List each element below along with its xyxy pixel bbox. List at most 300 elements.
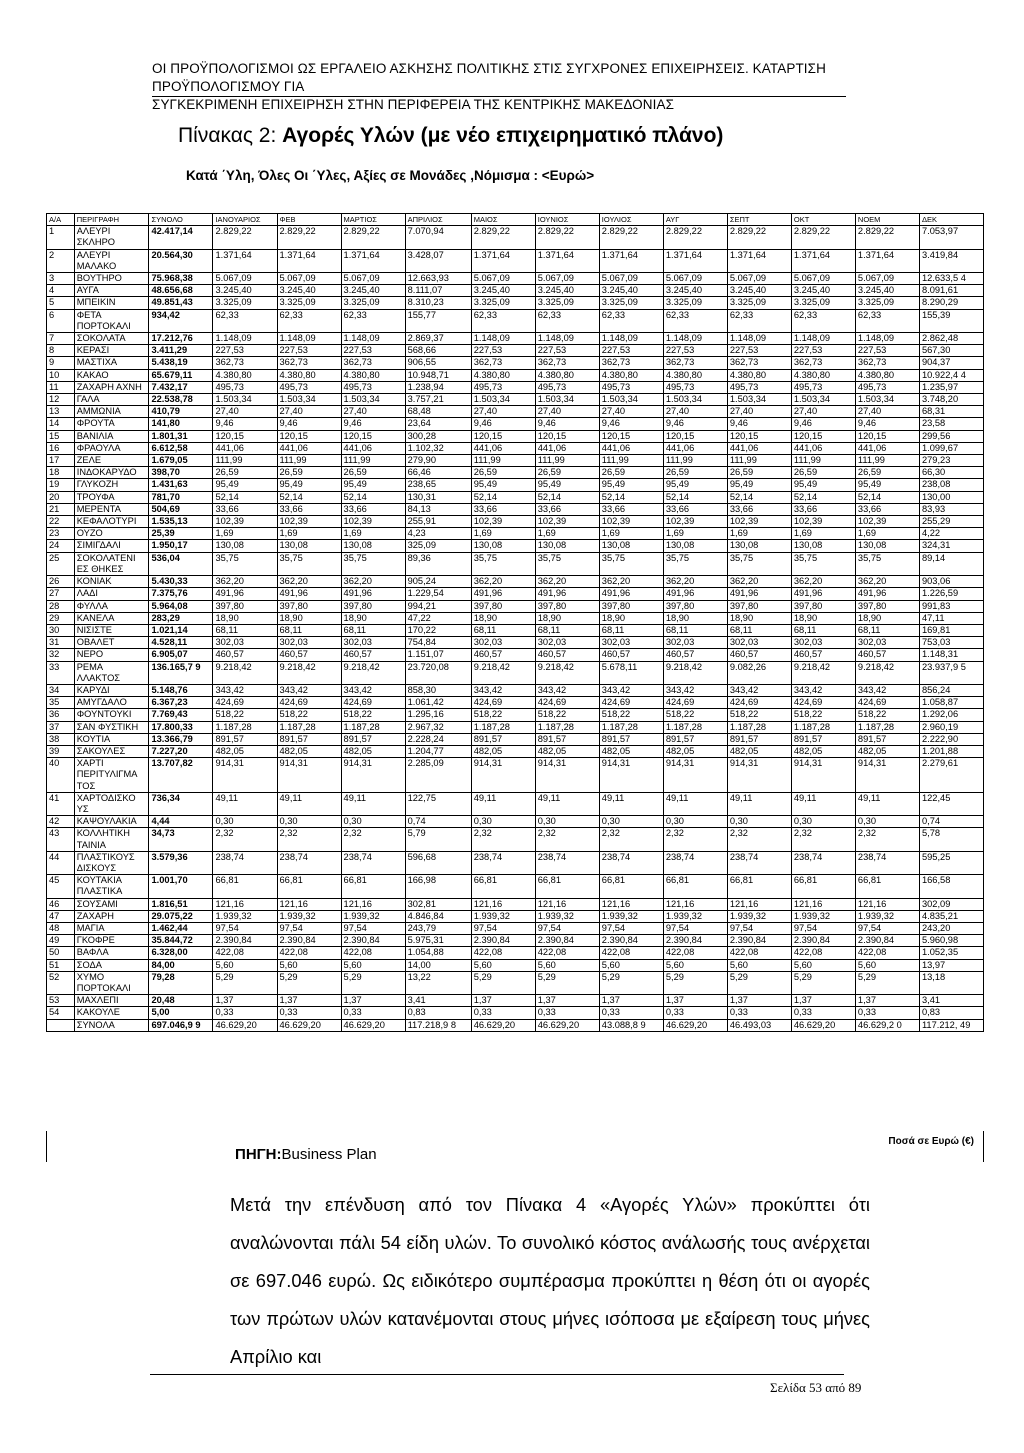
month-value-cell: 238,74 bbox=[855, 851, 919, 874]
month-value-cell: 2.390,84 bbox=[341, 935, 405, 947]
table-row bbox=[47, 792, 984, 815]
month-value-cell: 0,30 bbox=[855, 816, 919, 828]
running-header-line1: ΟΙ ΠΡΟΫΠΟΛΟΓΙΣΜΟΙ ΩΣ ΕΡΓΑΛΕΙΟ ΑΣΚΗΣΗΣ ΠΟΛΙΤΙΚΗΣ ΣΤΙΣ ΣΥΓΧΡΟΝΕΣ ΕΠΙΧΕΙΡΗΣΕΙΣ. ΚΑΤΑΡΤΙΣΗ ΠΡΟΫΠΟΛΟΓΙΣΜΟΥ ΓΙΑ bbox=[152, 61, 826, 94]
description-cell: ΑΜΜΩΝΙΑ bbox=[74, 406, 149, 418]
month-value-cell: 1.058,87 bbox=[919, 697, 983, 709]
column-header: ΣΥΝΟΛΟ bbox=[149, 214, 213, 226]
month-value-cell: 255,91 bbox=[405, 516, 471, 528]
month-value-cell: 102,39 bbox=[663, 516, 727, 528]
month-value-cell: 68,11 bbox=[599, 624, 663, 636]
month-value-cell: 33,66 bbox=[277, 503, 341, 515]
table-row bbox=[47, 721, 984, 733]
month-value-cell: 130,08 bbox=[663, 540, 727, 552]
month-value-cell: 4.380,80 bbox=[213, 369, 277, 381]
month-value-cell: 460,57 bbox=[663, 649, 727, 661]
month-value-cell: 33,66 bbox=[213, 503, 277, 515]
table-row bbox=[47, 285, 984, 297]
month-value-cell: 2.390,84 bbox=[535, 935, 599, 947]
month-value-cell: 238,74 bbox=[727, 851, 791, 874]
month-value-cell: 362,20 bbox=[277, 576, 341, 588]
month-value-cell: 5,60 bbox=[535, 959, 599, 971]
month-value-cell: 2.390,84 bbox=[855, 935, 919, 947]
month-value-cell: 362,20 bbox=[663, 576, 727, 588]
month-value-cell: 1.148,09 bbox=[791, 333, 855, 345]
month-value-cell: 155,39 bbox=[919, 309, 983, 332]
month-value-cell: 7.070,94 bbox=[405, 226, 471, 249]
month-value-cell: 0,33 bbox=[727, 1007, 791, 1019]
month-value-cell: 495,73 bbox=[791, 381, 855, 393]
month-value-cell: 8.091,61 bbox=[919, 285, 983, 297]
month-value-cell: 482,05 bbox=[599, 745, 663, 757]
month-value-cell: 46.629,20 bbox=[213, 1019, 277, 1031]
month-value-cell: 111,99 bbox=[599, 455, 663, 467]
month-value-cell: 49,11 bbox=[599, 792, 663, 815]
month-value-cell: 491,96 bbox=[535, 588, 599, 600]
month-value-cell: 491,96 bbox=[855, 588, 919, 600]
month-value-cell: 120,15 bbox=[277, 430, 341, 442]
month-value-cell: 518,22 bbox=[213, 709, 277, 721]
month-value-cell: 35,75 bbox=[341, 552, 405, 575]
month-value-cell: 5.678,11 bbox=[599, 661, 663, 684]
month-value-cell: 2.862,48 bbox=[919, 333, 983, 345]
month-value-cell: 3.245,40 bbox=[535, 285, 599, 297]
source-label: ΠΗΓΗ: bbox=[235, 1146, 282, 1163]
month-value-cell: 52,14 bbox=[727, 491, 791, 503]
month-value-cell: 62,33 bbox=[535, 309, 599, 332]
month-value-cell: 62,33 bbox=[855, 309, 919, 332]
total-cell: 75.968,38 bbox=[149, 273, 213, 285]
month-value-cell: 121,16 bbox=[727, 898, 791, 910]
month-value-cell: 4.380,80 bbox=[599, 369, 663, 381]
month-value-cell: 49,11 bbox=[727, 792, 791, 815]
month-value-cell: 27,40 bbox=[599, 406, 663, 418]
month-value-cell: 120,15 bbox=[599, 430, 663, 442]
row-index-cell: 28 bbox=[47, 600, 75, 612]
month-value-cell: 12.633,5 4 bbox=[919, 273, 983, 285]
month-value-cell: 460,57 bbox=[791, 649, 855, 661]
column-header: Α/Α bbox=[47, 214, 75, 226]
month-value-cell: 362,73 bbox=[341, 357, 405, 369]
month-value-cell: 122,75 bbox=[405, 792, 471, 815]
month-value-cell: 62,33 bbox=[471, 309, 535, 332]
month-value-cell: 2.390,84 bbox=[791, 935, 855, 947]
month-value-cell: 4.380,80 bbox=[855, 369, 919, 381]
month-value-cell: 0,33 bbox=[599, 1007, 663, 1019]
row-index-cell: 34 bbox=[47, 684, 75, 696]
row-index-cell: 39 bbox=[47, 745, 75, 757]
row-index-cell: 44 bbox=[47, 851, 75, 874]
month-value-cell: 518,22 bbox=[727, 709, 791, 721]
row-index-cell: 25 bbox=[47, 552, 75, 575]
description-cell: ΓΛΥΚΟΖΗ bbox=[74, 479, 149, 491]
total-cell: 25,39 bbox=[149, 528, 213, 540]
month-value-cell: 460,57 bbox=[471, 649, 535, 661]
description-cell: ΚΑΨΟΥΛΑΚΙΑ bbox=[74, 816, 149, 828]
month-value-cell: 227,53 bbox=[727, 345, 791, 357]
month-value-cell: 23,64 bbox=[405, 418, 471, 430]
month-value-cell: 424,69 bbox=[727, 697, 791, 709]
month-value-cell: 397,80 bbox=[341, 600, 405, 612]
month-value-cell: 891,57 bbox=[471, 733, 535, 745]
description-cell: ΚΕΦΑΛΟΤΥΡΙ bbox=[74, 516, 149, 528]
month-value-cell: 1.939,32 bbox=[213, 910, 277, 922]
total-cell: 7.432,17 bbox=[149, 381, 213, 393]
month-value-cell: 2,32 bbox=[535, 828, 599, 851]
month-value-cell: 97,54 bbox=[855, 922, 919, 934]
month-value-cell: 1.503,34 bbox=[471, 394, 535, 406]
month-value-cell: 3.245,40 bbox=[727, 285, 791, 297]
month-value-cell: 33,66 bbox=[341, 503, 405, 515]
month-value-cell: 905,24 bbox=[405, 576, 471, 588]
month-value-cell: 9,46 bbox=[599, 418, 663, 430]
month-value-cell: 491,96 bbox=[663, 588, 727, 600]
month-value-cell: 753,03 bbox=[919, 637, 983, 649]
month-value-cell: 5,60 bbox=[277, 959, 341, 971]
table-row bbox=[47, 971, 984, 994]
month-value-cell: 343,42 bbox=[791, 684, 855, 696]
month-value-cell: 130,08 bbox=[277, 540, 341, 552]
month-value-cell: 491,96 bbox=[727, 588, 791, 600]
table-row bbox=[47, 758, 984, 793]
table-row bbox=[47, 418, 984, 430]
month-value-cell: 0,33 bbox=[791, 1007, 855, 1019]
month-value-cell: 49,11 bbox=[535, 792, 599, 815]
total-cell: 6.367,23 bbox=[149, 697, 213, 709]
month-value-cell: 482,05 bbox=[277, 745, 341, 757]
month-value-cell: 1.939,32 bbox=[791, 910, 855, 922]
month-value-cell: 97,54 bbox=[663, 922, 727, 934]
total-cell: 4.528,11 bbox=[149, 637, 213, 649]
table-title-main: Αγορές Υλών (με νέο επιχειρηματικό πλάνο) bbox=[282, 124, 724, 147]
month-value-cell: 1.187,28 bbox=[855, 721, 919, 733]
month-value-cell: 68,11 bbox=[471, 624, 535, 636]
month-value-cell: 302,03 bbox=[277, 637, 341, 649]
description-cell: ΟΒΑΛΕΤ bbox=[74, 637, 149, 649]
month-value-cell: 3.325,09 bbox=[727, 297, 791, 309]
month-value-cell: 3.245,40 bbox=[277, 285, 341, 297]
month-value-cell: 2.279,61 bbox=[919, 758, 983, 793]
total-cell: 736,34 bbox=[149, 792, 213, 815]
month-value-cell: 302,03 bbox=[855, 637, 919, 649]
month-value-cell: 302,81 bbox=[405, 898, 471, 910]
month-value-cell: 130,08 bbox=[791, 540, 855, 552]
month-value-cell: 422,08 bbox=[535, 947, 599, 959]
month-value-cell: 68,11 bbox=[855, 624, 919, 636]
month-value-cell: 5,29 bbox=[471, 971, 535, 994]
month-value-cell: 117.218,9 8 bbox=[405, 1019, 471, 1031]
column-header: ΜΑΙΟΣ bbox=[471, 214, 535, 226]
month-value-cell: 397,80 bbox=[599, 600, 663, 612]
month-value-cell: 2.390,84 bbox=[727, 935, 791, 947]
month-value-cell: 2,32 bbox=[663, 828, 727, 851]
description-cell: ΓΚΟΦΡΕ bbox=[74, 935, 149, 947]
month-value-cell: 18,90 bbox=[277, 612, 341, 624]
row-index-cell: 19 bbox=[47, 479, 75, 491]
table-row bbox=[47, 467, 984, 479]
month-value-cell: 10.922,4 4 bbox=[919, 369, 983, 381]
table-row bbox=[47, 479, 984, 491]
month-value-cell: 299,56 bbox=[919, 430, 983, 442]
total-cell: 283,29 bbox=[149, 612, 213, 624]
month-value-cell: 495,73 bbox=[277, 381, 341, 393]
month-value-cell: 95,49 bbox=[341, 479, 405, 491]
month-value-cell: 397,80 bbox=[791, 600, 855, 612]
month-value-cell: 18,90 bbox=[213, 612, 277, 624]
month-value-cell: 3.325,09 bbox=[791, 297, 855, 309]
month-value-cell: 5,29 bbox=[341, 971, 405, 994]
month-value-cell: 3.325,09 bbox=[535, 297, 599, 309]
month-value-cell: 891,57 bbox=[855, 733, 919, 745]
month-value-cell: 891,57 bbox=[791, 733, 855, 745]
month-value-cell: 49,11 bbox=[855, 792, 919, 815]
description-cell: ΚΑΡΥΔΙ bbox=[74, 684, 149, 696]
row-index-cell: 6 bbox=[47, 309, 75, 332]
source-note bbox=[235, 1146, 377, 1163]
month-value-cell: 0,30 bbox=[727, 816, 791, 828]
month-value-cell: 62,33 bbox=[213, 309, 277, 332]
month-value-cell: 243,79 bbox=[405, 922, 471, 934]
table-row bbox=[47, 898, 984, 910]
row-index-cell: 53 bbox=[47, 995, 75, 1007]
month-value-cell: 495,73 bbox=[855, 381, 919, 393]
month-value-cell: 495,73 bbox=[727, 381, 791, 393]
month-value-cell: 68,11 bbox=[535, 624, 599, 636]
month-value-cell: 441,06 bbox=[791, 442, 855, 454]
month-value-cell: 66,81 bbox=[599, 875, 663, 898]
month-value-cell: 4.380,80 bbox=[341, 369, 405, 381]
month-value-cell: 97,54 bbox=[471, 922, 535, 934]
month-value-cell: 5,29 bbox=[791, 971, 855, 994]
source-value: Business Plan bbox=[281, 1146, 377, 1163]
month-value-cell: 102,39 bbox=[727, 516, 791, 528]
month-value-cell: 4,22 bbox=[919, 528, 983, 540]
column-header: ΠΕΡΙΓΡΑΦΗ bbox=[74, 214, 149, 226]
month-value-cell: 1.201,88 bbox=[919, 745, 983, 757]
month-value-cell: 97,54 bbox=[727, 922, 791, 934]
month-value-cell: 5,29 bbox=[855, 971, 919, 994]
month-value-cell: 238,74 bbox=[471, 851, 535, 874]
row-index-cell: 9 bbox=[47, 357, 75, 369]
month-value-cell: 68,11 bbox=[791, 624, 855, 636]
month-value-cell: 95,49 bbox=[855, 479, 919, 491]
description-cell: ΑΥΓΑ bbox=[74, 285, 149, 297]
month-value-cell: 422,08 bbox=[855, 947, 919, 959]
row-index-cell: 33 bbox=[47, 661, 75, 684]
month-value-cell: 4.380,80 bbox=[277, 369, 341, 381]
month-value-cell: 120,15 bbox=[471, 430, 535, 442]
month-value-cell: 1.503,34 bbox=[341, 394, 405, 406]
month-value-cell: 9.082,26 bbox=[727, 661, 791, 684]
month-value-cell: 102,39 bbox=[277, 516, 341, 528]
total-cell: 1.021,14 bbox=[149, 624, 213, 636]
month-value-cell: 9,46 bbox=[727, 418, 791, 430]
month-value-cell: 111,99 bbox=[663, 455, 727, 467]
month-value-cell: 1.235,97 bbox=[919, 381, 983, 393]
month-value-cell: 66,81 bbox=[727, 875, 791, 898]
month-value-cell: 95,49 bbox=[791, 479, 855, 491]
month-value-cell: 84,13 bbox=[405, 503, 471, 515]
month-value-cell: 18,90 bbox=[791, 612, 855, 624]
table-row bbox=[47, 816, 984, 828]
month-value-cell: 43.088,8 9 bbox=[599, 1019, 663, 1031]
month-value-cell: 906,55 bbox=[405, 357, 471, 369]
month-value-cell: 9,46 bbox=[471, 418, 535, 430]
month-value-cell: 130,08 bbox=[341, 540, 405, 552]
month-value-cell: 482,05 bbox=[727, 745, 791, 757]
month-value-cell: 1.371,64 bbox=[277, 249, 341, 272]
month-value-cell: 362,20 bbox=[213, 576, 277, 588]
month-value-cell: 238,08 bbox=[919, 479, 983, 491]
month-value-cell: 47,22 bbox=[405, 612, 471, 624]
month-value-cell: 27,40 bbox=[791, 406, 855, 418]
column-header: ΑΠΡΙΛΙΟΣ bbox=[405, 214, 471, 226]
month-value-cell: 904,37 bbox=[919, 357, 983, 369]
month-value-cell: 1,37 bbox=[277, 995, 341, 1007]
month-value-cell: 914,31 bbox=[599, 758, 663, 793]
month-value-cell: 1.187,28 bbox=[341, 721, 405, 733]
month-value-cell: 1.148,09 bbox=[277, 333, 341, 345]
month-value-cell: 424,69 bbox=[341, 697, 405, 709]
month-value-cell: 3.245,40 bbox=[471, 285, 535, 297]
month-value-cell: 422,08 bbox=[213, 947, 277, 959]
month-value-cell: 111,99 bbox=[855, 455, 919, 467]
month-value-cell: 49,11 bbox=[341, 792, 405, 815]
total-cell: 4,44 bbox=[149, 816, 213, 828]
month-value-cell: 27,40 bbox=[277, 406, 341, 418]
total-cell: 141,80 bbox=[149, 418, 213, 430]
month-value-cell: 422,08 bbox=[599, 947, 663, 959]
month-value-cell: 35,75 bbox=[791, 552, 855, 575]
month-value-cell: 12.663,93 bbox=[405, 273, 471, 285]
month-value-cell: 68,11 bbox=[727, 624, 791, 636]
month-value-cell: 102,39 bbox=[599, 516, 663, 528]
month-value-cell: 1.187,28 bbox=[213, 721, 277, 733]
month-value-cell: 9.218,42 bbox=[791, 661, 855, 684]
month-value-cell: 1.148,09 bbox=[663, 333, 727, 345]
month-value-cell: 5.067,09 bbox=[855, 273, 919, 285]
month-value-cell: 1.371,64 bbox=[727, 249, 791, 272]
month-value-cell: 518,22 bbox=[471, 709, 535, 721]
month-value-cell: 170,22 bbox=[405, 624, 471, 636]
month-value-cell: 424,69 bbox=[663, 697, 727, 709]
month-value-cell: 33,66 bbox=[855, 503, 919, 515]
month-value-cell: 0,30 bbox=[599, 816, 663, 828]
month-value-cell: 62,33 bbox=[727, 309, 791, 332]
month-value-cell: 227,53 bbox=[277, 345, 341, 357]
month-value-cell: 4.380,80 bbox=[663, 369, 727, 381]
month-value-cell: 5,29 bbox=[277, 971, 341, 994]
month-value-cell: 1.503,34 bbox=[855, 394, 919, 406]
month-value-cell: 1.148,09 bbox=[213, 333, 277, 345]
month-value-cell: 62,33 bbox=[599, 309, 663, 332]
month-value-cell: 1.503,34 bbox=[213, 394, 277, 406]
row-index-cell: 51 bbox=[47, 959, 75, 971]
month-value-cell: 62,33 bbox=[341, 309, 405, 332]
description-cell: ΖΑΧΑΡΗ bbox=[74, 910, 149, 922]
month-value-cell: 102,39 bbox=[471, 516, 535, 528]
month-value-cell: 518,22 bbox=[277, 709, 341, 721]
table-row bbox=[47, 516, 984, 528]
totals-row bbox=[47, 1019, 984, 1031]
month-value-cell: 914,31 bbox=[791, 758, 855, 793]
total-cell: 1.001,70 bbox=[149, 875, 213, 898]
month-value-cell: 495,73 bbox=[341, 381, 405, 393]
month-value-cell: 424,69 bbox=[535, 697, 599, 709]
table-row bbox=[47, 552, 984, 575]
month-value-cell: 362,20 bbox=[341, 576, 405, 588]
month-value-cell: 238,74 bbox=[341, 851, 405, 874]
month-value-cell: 362,73 bbox=[791, 357, 855, 369]
description-cell: ΣΟΔΑ bbox=[74, 959, 149, 971]
month-value-cell: 2.390,84 bbox=[599, 935, 663, 947]
month-value-cell: 325,09 bbox=[405, 540, 471, 552]
month-value-cell: 5.067,09 bbox=[213, 273, 277, 285]
total-cell: 35.844,72 bbox=[149, 935, 213, 947]
frame-left-edge bbox=[46, 1131, 47, 1162]
month-value-cell: 27,40 bbox=[535, 406, 599, 418]
month-value-cell: 1.503,34 bbox=[277, 394, 341, 406]
month-value-cell: 2.390,84 bbox=[277, 935, 341, 947]
month-value-cell: 111,99 bbox=[727, 455, 791, 467]
month-value-cell: 5,60 bbox=[663, 959, 727, 971]
month-value-cell: 68,11 bbox=[213, 624, 277, 636]
month-value-cell: 1.295,16 bbox=[405, 709, 471, 721]
month-value-cell: 66,81 bbox=[213, 875, 277, 898]
month-value-cell: 5,29 bbox=[599, 971, 663, 994]
month-value-cell: 5,60 bbox=[855, 959, 919, 971]
month-value-cell: 227,53 bbox=[791, 345, 855, 357]
month-value-cell: 1,69 bbox=[791, 528, 855, 540]
month-value-cell: 343,42 bbox=[471, 684, 535, 696]
month-value-cell: 1.503,34 bbox=[791, 394, 855, 406]
row-index-cell: 24 bbox=[47, 540, 75, 552]
total-cell: 13.366,79 bbox=[149, 733, 213, 745]
month-value-cell: 49,11 bbox=[791, 792, 855, 815]
month-value-cell: 4.380,80 bbox=[791, 369, 855, 381]
month-value-cell: 3.245,40 bbox=[341, 285, 405, 297]
month-value-cell: 1.187,28 bbox=[791, 721, 855, 733]
row-index-cell: 15 bbox=[47, 430, 75, 442]
month-value-cell: 2,32 bbox=[277, 828, 341, 851]
month-value-cell: 62,33 bbox=[791, 309, 855, 332]
month-value-cell: 117.212, 49 bbox=[919, 1019, 983, 1031]
table-row bbox=[47, 406, 984, 418]
month-value-cell: 362,73 bbox=[855, 357, 919, 369]
month-value-cell: 482,05 bbox=[791, 745, 855, 757]
month-value-cell: 4.380,80 bbox=[727, 369, 791, 381]
month-value-cell: 120,15 bbox=[213, 430, 277, 442]
month-value-cell: 2,32 bbox=[791, 828, 855, 851]
month-value-cell: 362,20 bbox=[791, 576, 855, 588]
month-value-cell: 914,31 bbox=[663, 758, 727, 793]
month-value-cell: 1.187,28 bbox=[277, 721, 341, 733]
total-cell: 410,79 bbox=[149, 406, 213, 418]
table-row bbox=[47, 540, 984, 552]
month-value-cell: 1.371,64 bbox=[471, 249, 535, 272]
row-index-cell: 52 bbox=[47, 971, 75, 994]
description-cell: ΚΑΚΟΥΛΕ bbox=[74, 1007, 149, 1019]
month-value-cell: 0,33 bbox=[213, 1007, 277, 1019]
month-value-cell: 130,08 bbox=[213, 540, 277, 552]
month-value-cell: 343,42 bbox=[727, 684, 791, 696]
month-value-cell: 1.371,64 bbox=[341, 249, 405, 272]
month-value-cell: 169,81 bbox=[919, 624, 983, 636]
month-value-cell: 856,24 bbox=[919, 684, 983, 696]
month-value-cell: 1.061,42 bbox=[405, 697, 471, 709]
description-cell: ΦΟΥΝΤΟΥΚΙ bbox=[74, 709, 149, 721]
total-cell: 65.679,11 bbox=[149, 369, 213, 381]
month-value-cell: 227,53 bbox=[855, 345, 919, 357]
